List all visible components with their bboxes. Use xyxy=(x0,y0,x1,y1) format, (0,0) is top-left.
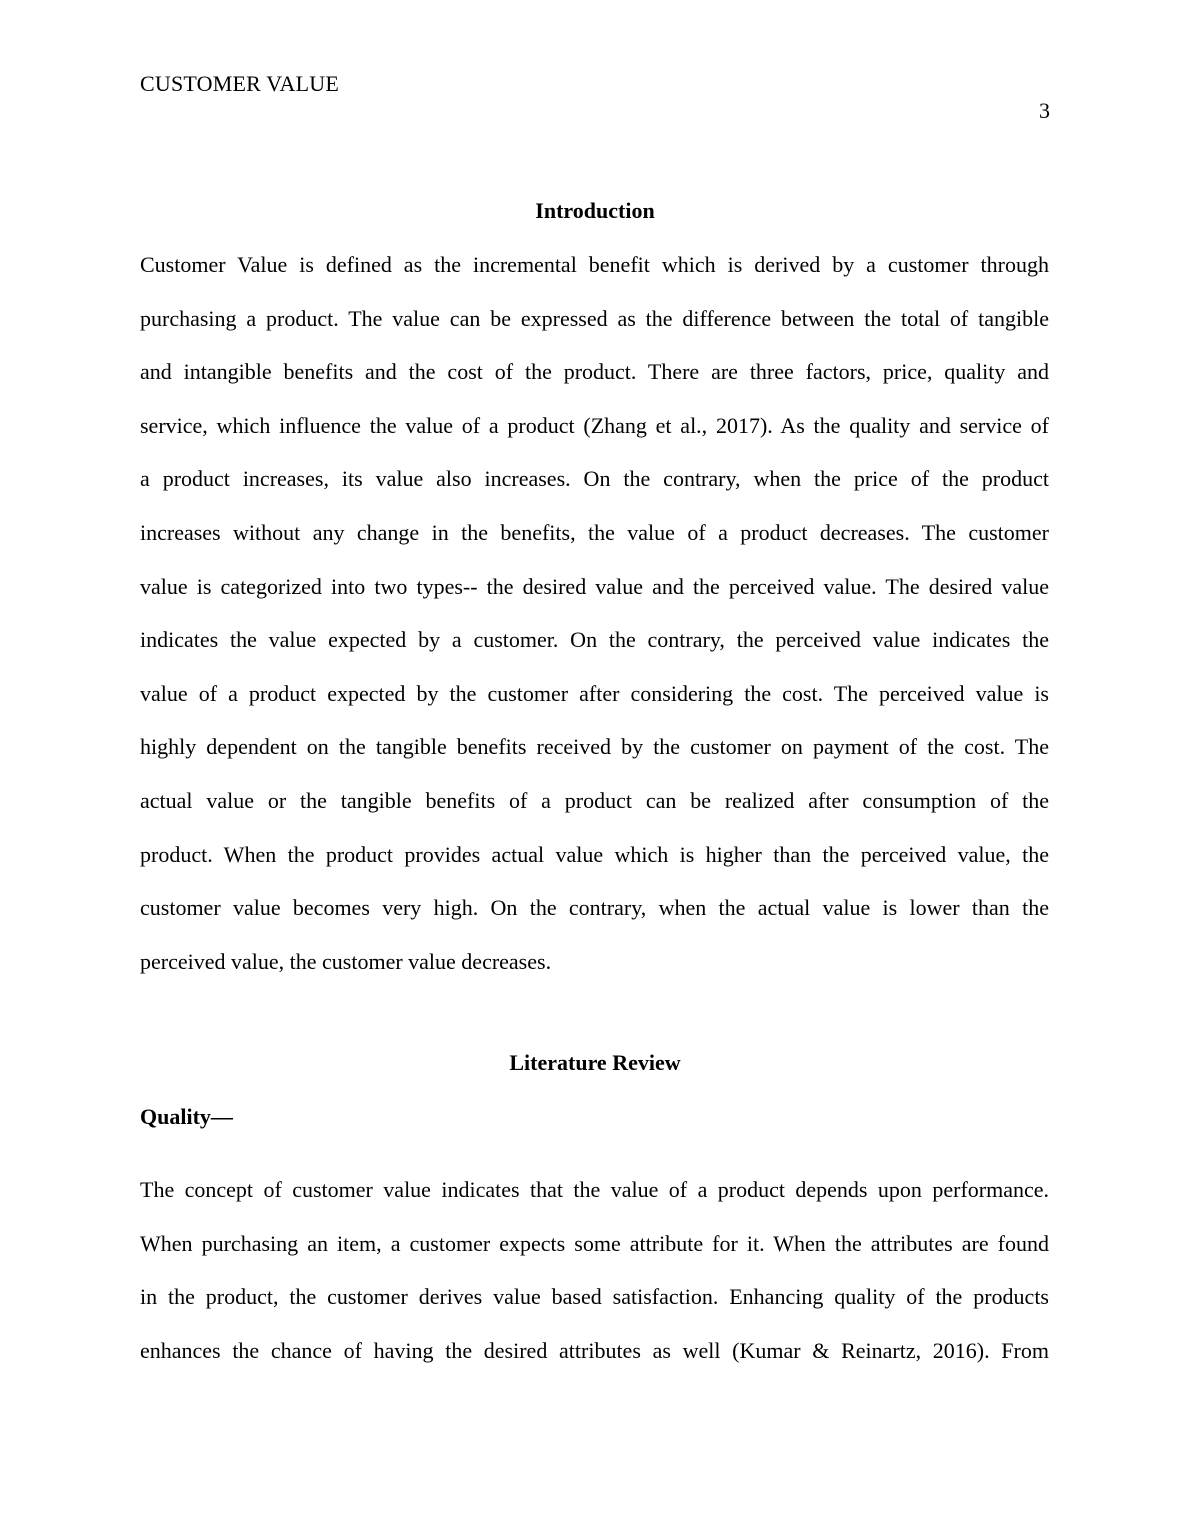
text-line: purchasing a product. The value can be expressed as the difference between the total of tangible xyxy=(140,305,1049,331)
running-head: CUSTOMER VALUE xyxy=(140,71,340,96)
text-line: value is categorized into two types-- the desired value and the perceived value. The desired value xyxy=(140,573,1049,599)
text-line: indicates the value expected by a customer. On the contrary, the perceived value indicates the xyxy=(140,627,1049,653)
text-line: enhances the chance of having the desired attributes as well (Kumar & Reinartz, 2016). From xyxy=(140,1337,1049,1363)
text-line: value of a product expected by the customer after considering the cost. The perceived value is xyxy=(140,680,1049,706)
literature-review-heading: Literature Review xyxy=(509,1050,681,1075)
text-line: and intangible benefits and the cost of the product. There are three factors, price, quality and xyxy=(140,359,1049,385)
literature-review-paragraph xyxy=(140,1163,1049,1377)
text-line: Customer Value is defined as the incremental benefit which is derived by a customer through xyxy=(140,252,1049,277)
quality-subheading: Quality— xyxy=(140,1104,233,1129)
text-line: actual value or the tangible benefits of a product can be realized after consumption of the xyxy=(140,787,1049,813)
introduction-heading: Introduction xyxy=(535,198,655,223)
text-line: The concept of customer value indicates that the value of a product depends upon performance. xyxy=(140,1177,1049,1202)
text-line: product. When the product provides actual value which is higher than the perceived value, the xyxy=(140,841,1049,867)
text-line: increases without any change in the benefits, the value of a product decreases. The customer xyxy=(140,519,1049,545)
introduction-paragraph xyxy=(140,238,1049,988)
text-line: service, which influence the value of a product (Zhang et al., 2017). As the quality and service of xyxy=(140,412,1049,438)
text-line: highly dependent on the tangible benefits received by the customer on payment of the cost. The xyxy=(140,734,1049,760)
text-line: in the product, the customer derives value based satisfaction. Enhancing quality of the products xyxy=(140,1284,1049,1310)
text-line: perceived value, the customer value decreases. xyxy=(140,948,552,974)
text-line: When purchasing an item, a customer expects some attribute for it. When the attributes are found xyxy=(140,1230,1049,1256)
text-line: customer value becomes very high. On the contrary, when the actual value is lower than the xyxy=(140,895,1049,921)
text-line: a product increases, its value also increases. On the contrary, when the price of the product xyxy=(140,466,1049,492)
page-number: 3 xyxy=(1039,98,1050,123)
